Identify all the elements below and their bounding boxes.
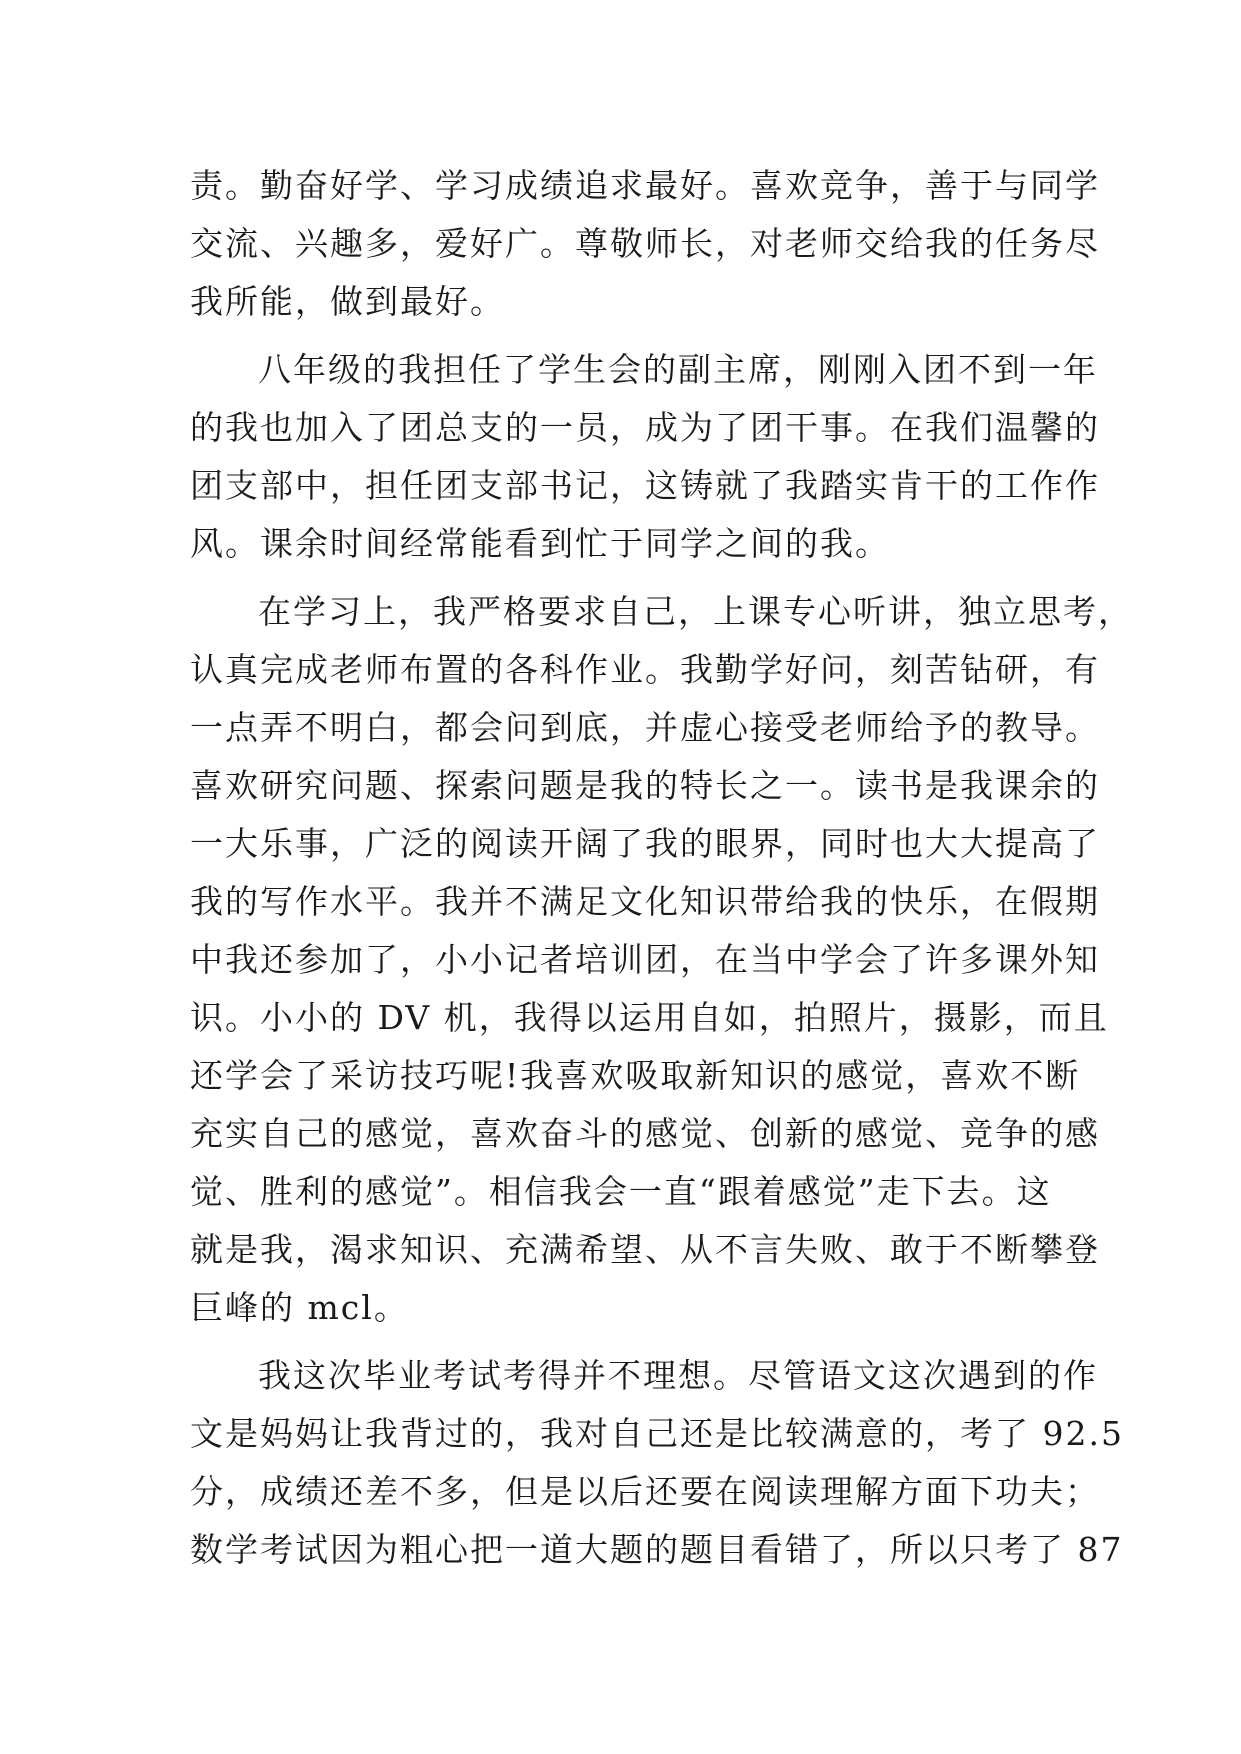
paragraph-2 xyxy=(190,341,1100,573)
text-line: 就是我，渴求知识、充满希望、从不言失败、敢于不断攀登 xyxy=(190,1230,1100,1269)
text-line: 我的写作水平。我并不满足文化知识带给我的快乐，在假期 xyxy=(190,882,1100,921)
text-line: 中我还参加了，小小记者培训团，在当中学会了许多课外知 xyxy=(190,940,1100,979)
text-line: 巨峰的 mcl。 xyxy=(190,1288,409,1327)
text-line: 一大乐事，广泛的阅读开阔了我的眼界，同时也大大提高了 xyxy=(190,824,1100,863)
text-line: 分，成绩还差不多，但是以后还要在阅读理解方面下功夫； xyxy=(190,1472,1100,1511)
text-line: 识。小小的 DV 机，我得以运用自如，拍照片，摄影，而且 xyxy=(190,998,1109,1037)
text-line: 觉、胜利的感觉”。相信我会一直“跟着感觉”走下去。这 xyxy=(190,1172,1052,1211)
text-line: 认真完成老师布置的各科作业。我勤学好问，刻苦钻研，有 xyxy=(190,650,1100,689)
text-line: 交流、兴趣多，爱好广。尊敬师长，对老师交给我的任务尽 xyxy=(190,224,1100,263)
text-line: 我这次毕业考试考得并不理想。尽管语文这次遇到的作 xyxy=(258,1356,1098,1395)
text-line: 我所能，做到最好。 xyxy=(190,282,505,321)
paragraph-4 xyxy=(190,1347,1124,1579)
text-line: 充实自己的感觉，喜欢奋斗的感觉、创新的感觉、竞争的感 xyxy=(190,1114,1100,1153)
document-body xyxy=(190,157,1133,1579)
text-line: 文是妈妈让我背过的，我对自己还是比较满意的，考了 92.5 xyxy=(190,1414,1124,1453)
text-line: 团支部中，担任团支部书记，这铸就了我踏实肯干的工作作 xyxy=(190,466,1100,505)
text-line: 在学习上，我严格要求自己，上课专心听讲，独立思考， xyxy=(258,592,1133,631)
text-line: 喜欢研究问题、探索问题是我的特长之一。读书是我课余的 xyxy=(190,766,1100,805)
text-line: 风。课余时间经常能看到忙于同学之间的我。 xyxy=(190,524,890,563)
text-line: 的我也加入了团总支的一员，成为了团干事。在我们温馨的 xyxy=(190,408,1100,447)
text-line: 责。勤奋好学、学习成绩追求最好。喜欢竞争，善于与同学 xyxy=(190,166,1100,205)
text-line: 数学考试因为粗心把一道大题的题目看错了，所以只考了 87 xyxy=(190,1530,1124,1569)
paragraph-1 xyxy=(190,157,1100,331)
text-line: 还学会了采访技巧呢!我喜欢吸取新知识的感觉，喜欢不断 xyxy=(190,1056,1081,1095)
paragraph-3 xyxy=(190,583,1133,1337)
text-line: 八年级的我担任了学生会的副主席，刚刚入团不到一年 xyxy=(258,350,1098,389)
text-line: 一点弄不明白，都会问到底，并虚心接受老师给予的教导。 xyxy=(190,708,1100,747)
